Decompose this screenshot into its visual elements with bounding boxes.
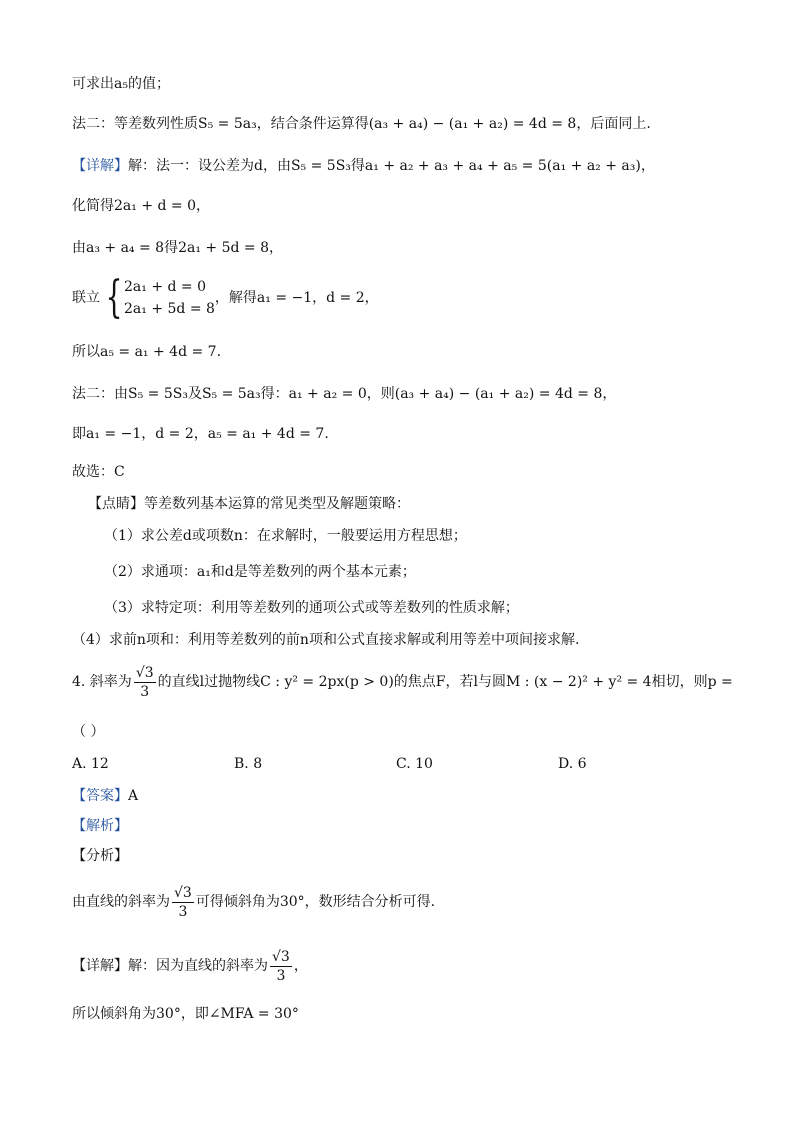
text-line: 可求出a₅的值； <box>72 76 170 92</box>
fenxi-line <box>72 846 128 866</box>
question-paren: （ ） <box>72 724 105 740</box>
section-tag: 【解析】 <box>72 818 128 834</box>
text-line: 即a₁ = −1，d = 2，a₅ = a₁ + 4d = 7. <box>72 426 329 442</box>
text-line: （3）求特定项：利用等差数列的通项公式或等差数列的性质求解； <box>104 600 519 616</box>
section-tag: 【点睛】 <box>88 496 144 512</box>
text-line: （1）求公差d或项数n：在求解时，一般要运用方程思想； <box>104 528 467 544</box>
answer-line: 【答案】A <box>72 788 139 804</box>
option-b: B. 8 <box>234 756 263 772</box>
text-line: 所以倾斜角为30°，即∠MFA = 30° <box>72 1006 299 1022</box>
text-line: 【详解】解：法一：设公差为d，由S₅ = 5S₃得a₁ + a₂ + a₃ + a₄ + a₅ = 5(a₁ + a₂ + a₃)， <box>72 158 655 174</box>
section-tag: 【详解】 <box>72 158 128 174</box>
text-line: （4）求前n项和：利用等差数列的前n项和公式直接求解或利用等差中项间接求解. <box>72 632 580 648</box>
text-line: 故选：C <box>72 464 125 480</box>
question-4: 4. 斜率为 $\frac{√3}{3}$ 的直线l过抛物线C : y² = 2px(p > 0)的焦点F，若l与圆M : (x − 2)² + y² = 4相切，则p = <box>72 664 733 700</box>
section-tag: 【详解】 <box>72 958 128 974</box>
text-line: 法二：由S₅ = 5S₃及S₅ = 5a₃得：a₁ + a₂ = 0，则(a₃ + a₄) − (a₁ + a₂) = 4d = 8， <box>72 386 617 402</box>
section-tag: 【分析】 <box>72 848 128 864</box>
text-line: 所以a₅ = a₁ + 4d = 7. <box>72 344 222 360</box>
option-a: A. 12 <box>72 756 109 772</box>
text-line: 【详解】解：因为直线的斜率为 $\frac{√3}{3}$ ， <box>72 948 308 984</box>
left-brace: { <box>105 272 123 323</box>
option-c: C. 10 <box>396 756 433 772</box>
fraction: $\frac{√3}{3}$ <box>272 948 290 984</box>
section-tag: 【答案】 <box>72 788 128 804</box>
fraction: $\frac{√3}{3}$ <box>135 664 154 700</box>
fraction: $\frac{√3}{3}$ <box>174 884 192 920</box>
text-line: 法二：等差数列性质S₅ = 5a₃，结合条件运算得(a₃ + a₄) − (a₁ + a₂) = 4d = 8，后面同上. <box>72 116 651 132</box>
text-line: 由a₃ + a₄ = 8得2a₁ + 5d = 8， <box>72 240 283 256</box>
jiexi-line <box>72 816 128 836</box>
text-line: 【点睛】等差数列基本运算的常见类型及解题策略： <box>88 496 410 512</box>
text-line: （2）求通项：a₁和d是等差数列的两个基本元素； <box>104 564 416 580</box>
option-d: D. 6 <box>558 756 587 772</box>
equation-system: 2a₁ + d = 0 2a₁ + 5d = 8 <box>124 279 215 317</box>
text-line: 化简得2a₁ + d = 0， <box>72 198 210 214</box>
equation-system-line: 联立 { 2a₁ + d = 0 2a₁ + 5d = 8 ，解得a₁ = −1，d = 2， <box>72 272 379 323</box>
text-line: 由直线的斜率为 $\frac{√3}{3}$ 可得倾斜角为30°，数形结合分析可得. <box>72 884 436 920</box>
